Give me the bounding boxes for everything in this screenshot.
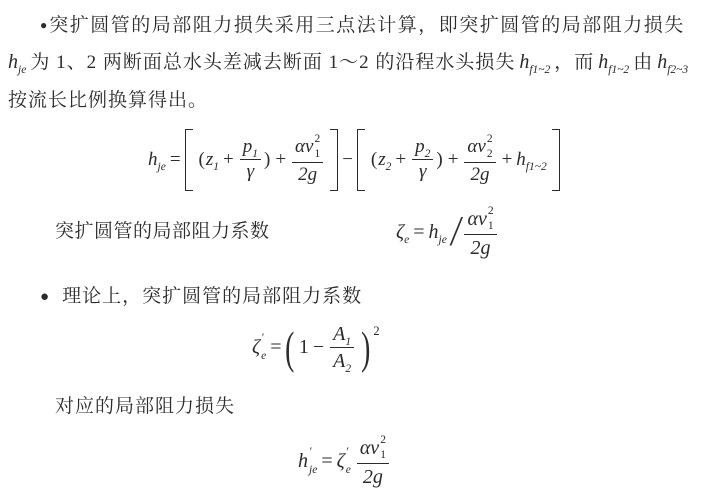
left-bracket-icon xyxy=(185,129,193,191)
number-one: 1 xyxy=(298,336,309,358)
outer-exponent: 2 xyxy=(373,324,380,338)
paragraph-intro-line2 xyxy=(8,49,692,76)
equals-sign: = xyxy=(321,450,333,472)
left-bracket-icon xyxy=(357,129,365,191)
var-hje: $h_{je}$ xyxy=(428,221,447,246)
inline-math-hf23: $h_{f2\sim 3}$ xyxy=(657,51,689,76)
term-section1: ( $z_1$ + $\frac{p_1}{\gamma}$ ) + αv 2 1 2g xyxy=(195,129,329,191)
formula-zeta-experimental xyxy=(396,206,499,259)
fraction-av1-2g: αv 2 1 2g xyxy=(292,134,323,186)
fraction-av1-2g: αv 2 1 2g xyxy=(464,206,496,259)
line2-text-b: ，而 xyxy=(554,52,595,73)
formula-energy-balance xyxy=(148,129,560,191)
fraction-p2-gamma: $\frac{p_2}{\gamma}$ xyxy=(412,137,433,184)
paragraph-intro-line1 xyxy=(40,12,685,39)
inline-math-hf12-a: $h_{f1\sim 2}$ xyxy=(519,51,551,76)
minus-sign: − xyxy=(342,148,353,170)
theory-label: 理论上，突扩圆管的局部阻力系数 xyxy=(62,286,363,307)
var-zeta-e-prime: ζ ′ e xyxy=(252,331,267,362)
inline-math-hje: $h_{je}$ xyxy=(8,51,27,76)
bullet-icon: ● xyxy=(40,18,48,32)
right-paren-icon: ) xyxy=(361,321,371,373)
inline-math-hf12-b: $h_{f1\sim 2}$ xyxy=(598,51,630,76)
left-paren-icon: ( xyxy=(284,321,294,373)
fraction-av1-2g: αv 2 1 2g xyxy=(357,435,389,488)
equals-sign: = xyxy=(169,148,181,170)
coefficient-label: 突扩圆管的局部阻力系数 xyxy=(55,221,270,242)
divide-slash-icon: / xyxy=(450,208,461,255)
paragraph-intro-line3: 按流长比例换算得出。 xyxy=(8,90,209,111)
right-bracket-icon xyxy=(552,129,560,191)
fraction-p1-gamma: $\frac{p_1}{\gamma}$ xyxy=(240,137,261,184)
term-section2: ( $z_2$ + $\frac{p_2}{\gamma}$ ) + αv 2 2 2g + $h_{f1\sim 2}$ xyxy=(370,133,547,185)
var-hje: $h_{je}$ xyxy=(148,148,166,173)
right-bracket-icon xyxy=(330,129,338,191)
var-zeta-e: $\zeta_e$ xyxy=(396,221,410,246)
var-zeta-e-prime: ζ ′ e xyxy=(336,445,351,476)
minus-sign: − xyxy=(312,336,325,358)
formula-zeta-theoretical xyxy=(252,321,380,375)
var-hf12: $h_{f1\sim 2}$ xyxy=(516,148,547,173)
fraction-av2-2g: αv 2 2 2g xyxy=(464,134,495,186)
loss-label: 对应的局部阻力损失 xyxy=(55,396,236,417)
bullet-icon: ● xyxy=(40,289,50,305)
intro-line1-text: 突扩圆管的局部阻力损失采用三点法计算，即突扩圆管的局部阻力损失 xyxy=(49,15,685,36)
equals-sign: = xyxy=(413,221,425,243)
fraction-a1-a2: $\frac{A_1}{A_2}$ xyxy=(330,323,354,372)
theory-line xyxy=(40,284,362,310)
var-hje-prime: h ′ je xyxy=(298,445,318,476)
line2-text-c: 由 xyxy=(633,52,654,73)
equals-sign: = xyxy=(270,336,282,358)
formula-local-loss xyxy=(298,435,391,488)
line2-text-a: 为 1、2 两断面总水头差减去断面 1～2 的沿程水头损失 xyxy=(30,52,516,73)
